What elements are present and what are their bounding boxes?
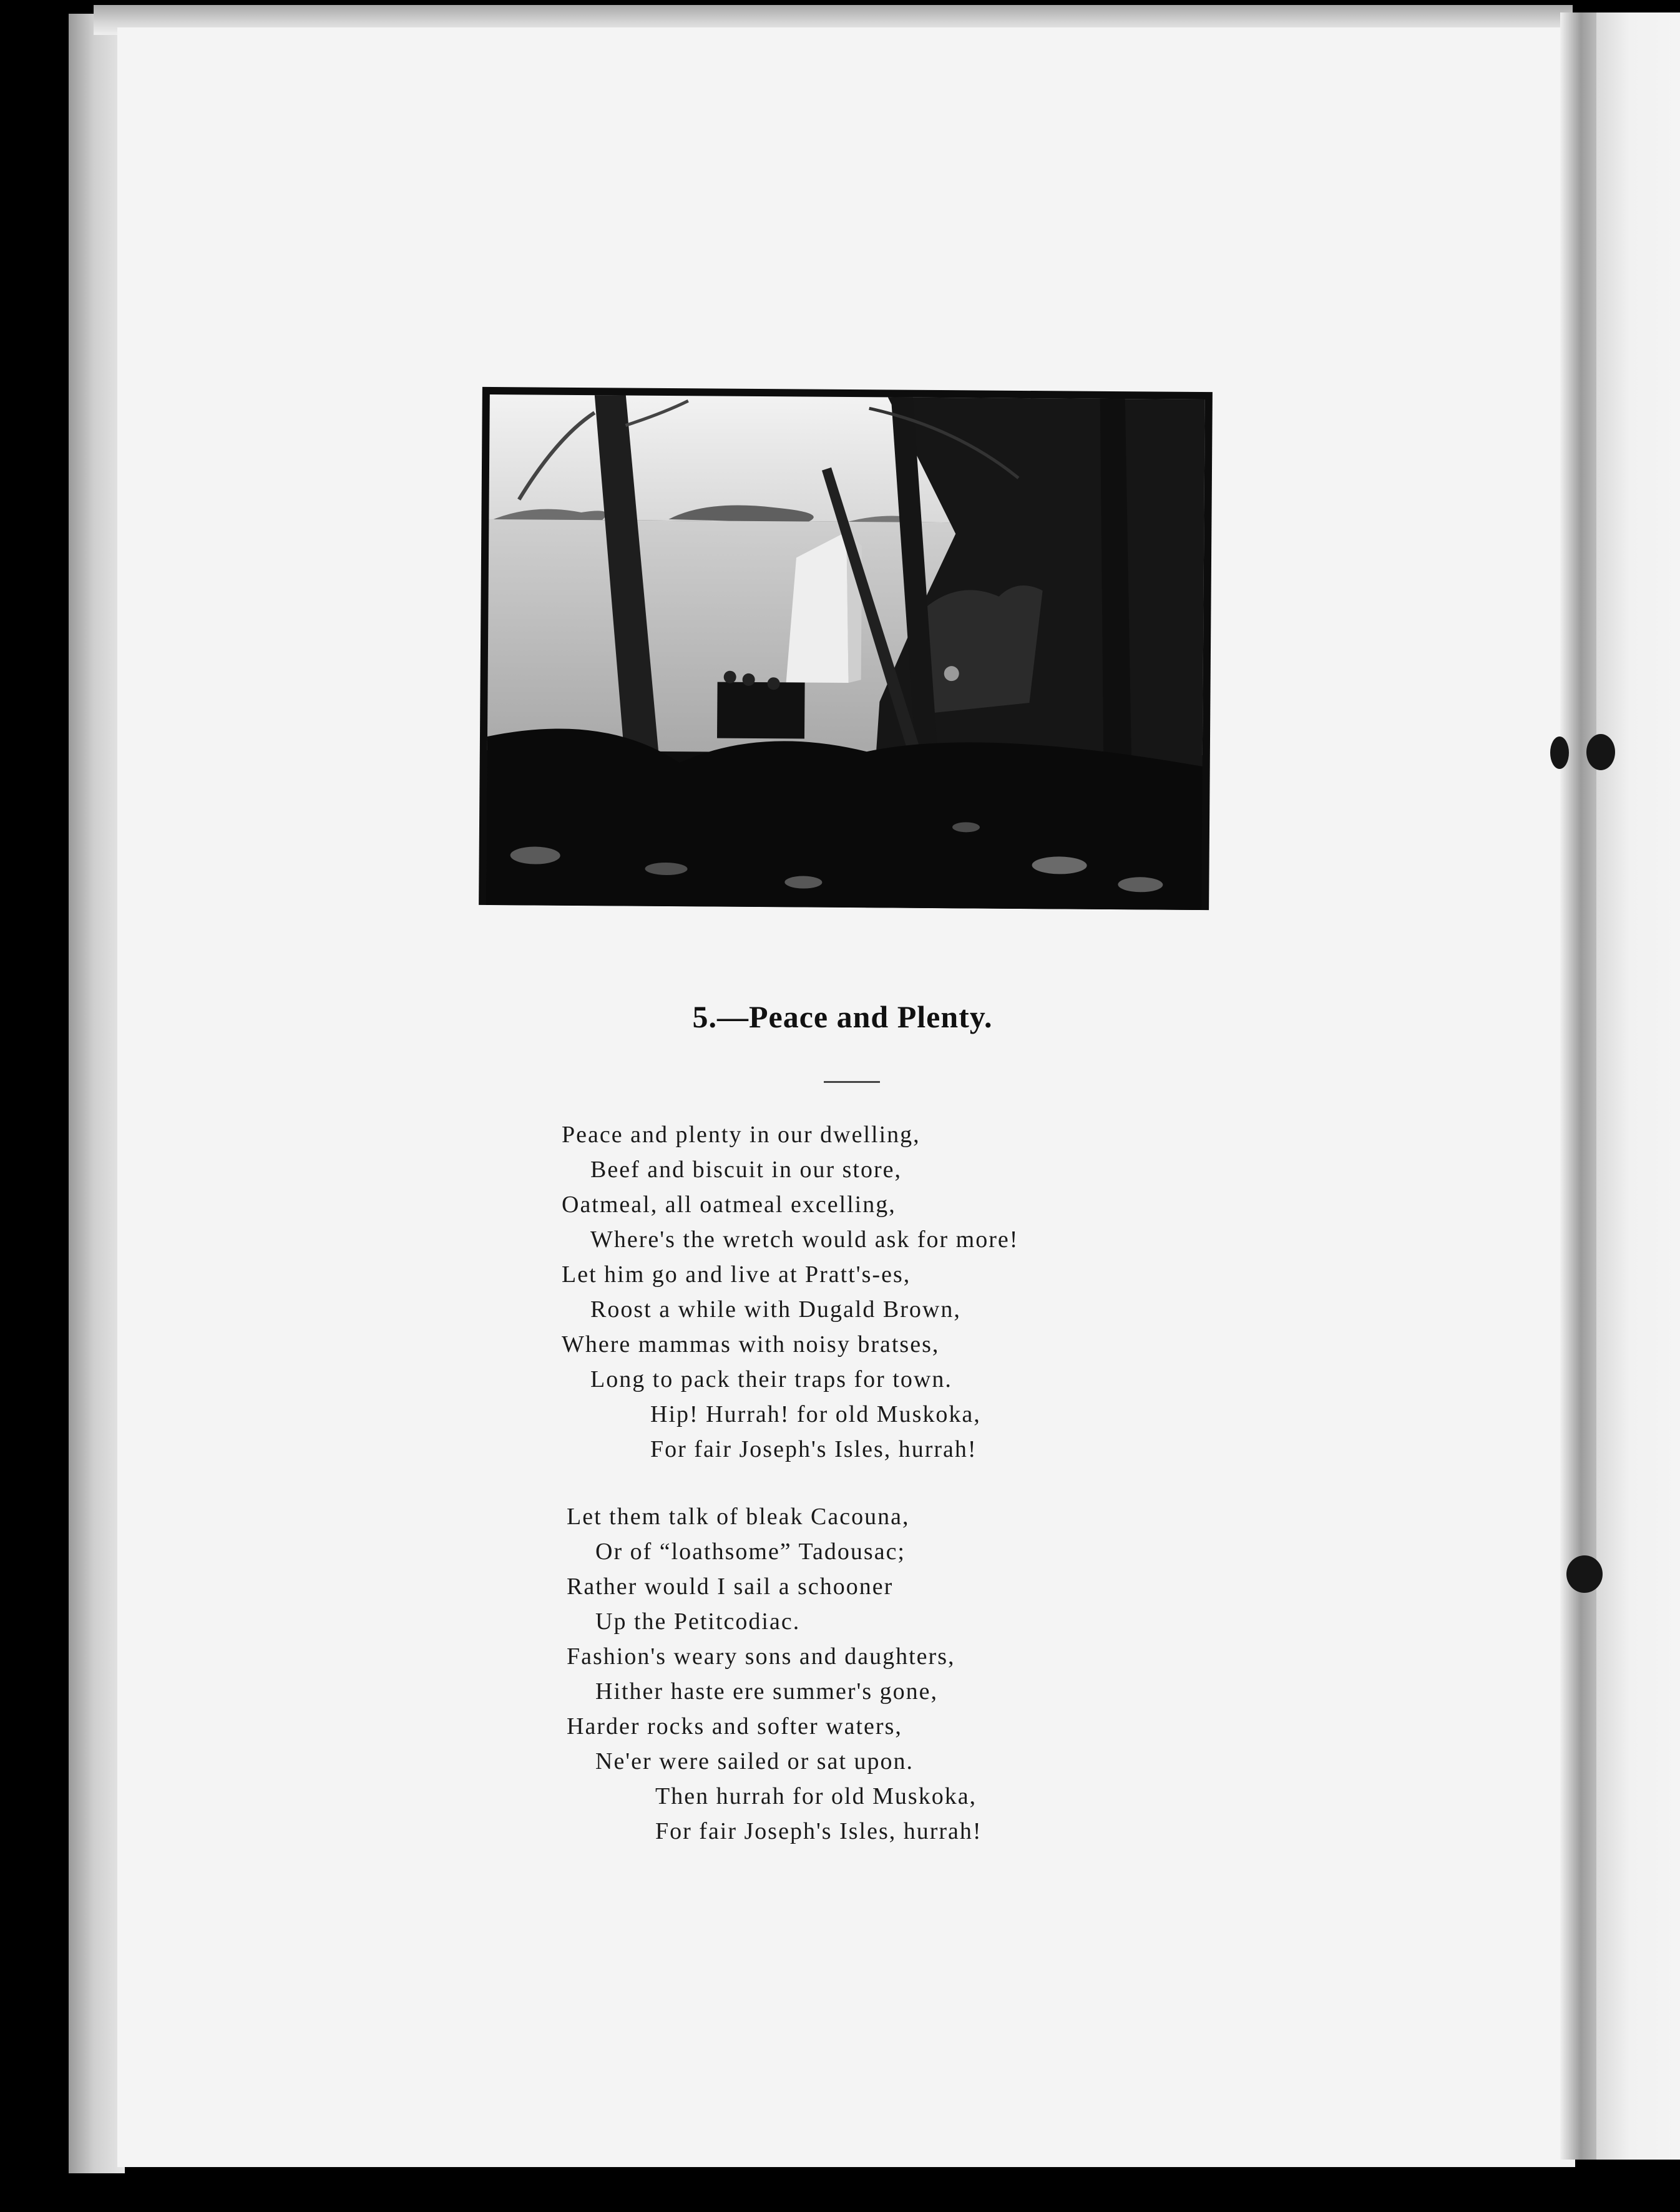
poem-line: Roost a while with Dugald Brown,	[590, 1296, 961, 1323]
poem-line: Peace and plenty in our dwelling,	[562, 1122, 921, 1148]
poem-line: Harder rocks and softer waters,	[567, 1713, 902, 1740]
poem-line: Or of “loathsome” Tadousac;	[595, 1539, 906, 1565]
binding-hole	[1566, 1555, 1603, 1593]
poem-line: Ne'er were sailed or sat upon.	[595, 1748, 914, 1774]
poem-title: 5.—Peace and Plenty.	[692, 999, 993, 1034]
binding-hole	[1550, 737, 1569, 769]
poem-line: Long to pack their traps for town.	[590, 1366, 952, 1392]
poem-line: Hither haste ere summer's gone,	[595, 1678, 938, 1705]
poem-refrain-line: Then hurrah for old Muskoka,	[655, 1783, 977, 1809]
photo-illustration	[479, 387, 1213, 910]
left-page-edge	[69, 14, 125, 2173]
facing-page-edge	[1596, 12, 1680, 2160]
poem-line: Where mammas with noisy bratses,	[562, 1331, 940, 1358]
poem-line: Up the Petitcodiac.	[595, 1608, 801, 1635]
poem-line: Beef and biscuit in our store,	[590, 1157, 902, 1183]
lake-photograph	[479, 387, 1213, 910]
poem-line: Rather would I sail a schooner	[567, 1573, 894, 1600]
stanza	[562, 1117, 1248, 1467]
poem-line: Let him go and live at Pratt's-es,	[562, 1261, 911, 1288]
stanza	[567, 1499, 1248, 1849]
poem-refrain-line: For fair Joseph's Isles, hurrah!	[650, 1436, 977, 1462]
poem-line: Where's the wretch would ask for more!	[590, 1226, 1019, 1253]
title-divider	[824, 1081, 880, 1083]
binding-hole	[1586, 734, 1615, 770]
poem-line: Oatmeal, all oatmeal excelling,	[562, 1192, 896, 1218]
poem-line: Let them talk of bleak Cacouna,	[567, 1504, 910, 1530]
poem	[562, 1117, 1248, 1881]
poem-refrain-line: For fair Joseph's Isles, hurrah!	[655, 1818, 982, 1844]
poem-refrain-line: Hip! Hurrah! for old Muskoka,	[650, 1401, 981, 1427]
spine-shadow	[1560, 12, 1598, 2160]
poem-line: Fashion's weary sons and daughters,	[567, 1643, 955, 1670]
